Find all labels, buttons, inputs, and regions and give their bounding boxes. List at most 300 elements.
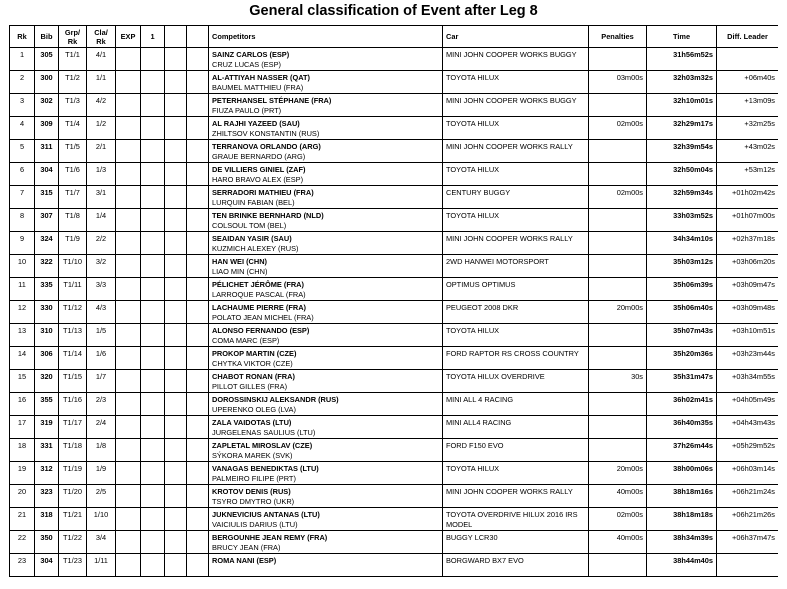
blank-cell-1 [165,71,187,94]
rank-cell: 4 [10,117,35,140]
leg1-cell [141,370,165,393]
table-row [10,554,779,577]
table-row [10,48,779,71]
penalties-cell: 03m00s [589,71,647,94]
time-cell: 38h34m39s [647,531,717,554]
header-rk: Rk [10,26,35,48]
exp-cell [116,324,141,347]
car-cell: BORGWARD BX7 EVO [443,554,589,577]
rank-cell: 23 [10,554,35,577]
rank-cell: 15 [10,370,35,393]
bib-cell: 322 [35,255,59,278]
rank-cell: 19 [10,462,35,485]
table-row [10,531,779,554]
diff-leader-cell: +03h23m44s [717,347,779,370]
codriver-name: LIAO MIN (CHN) [212,267,268,276]
leg1-cell [141,94,165,117]
car-cell: TOYOTA OVERDRIVE HILUX 2016 IRS MODEL [443,508,589,531]
table-row [10,508,779,531]
driver-name: DE VILLIERS GINIEL (ZAF) [212,165,306,174]
time-cell: 32h59m34s [647,186,717,209]
time-cell: 35h03m12s [647,255,717,278]
car-cell: MINI JOHN COOPER WORKS RALLY [443,485,589,508]
driver-name: KROTOV DENIS (RUS) [212,487,291,496]
bib-cell: 331 [35,439,59,462]
blank-cell-1 [165,462,187,485]
leg1-cell [141,278,165,301]
leg1-cell [141,347,165,370]
competitors-cell [209,416,443,439]
blank-cell-1 [165,393,187,416]
blank-cell-1 [165,117,187,140]
blank-cell-2 [187,255,209,278]
codriver-name: LURQUIN FABIAN (BEL) [212,198,295,207]
blank-cell-2 [187,186,209,209]
class-rank-cell: 2/2 [87,232,116,255]
time-cell: 32h10m01s [647,94,717,117]
diff-leader-cell: +02h37m18s [717,232,779,255]
codriver-name: PILLOT GILLES (FRA) [212,382,288,391]
blank-cell-2 [187,232,209,255]
group-rank-cell: T1/4 [59,117,87,140]
penalties-cell: 40m00s [589,485,647,508]
time-cell: 36h40m35s [647,416,717,439]
table-row [10,163,779,186]
blank-cell-2 [187,508,209,531]
exp-cell [116,370,141,393]
leg1-cell [141,71,165,94]
table-row [10,232,779,255]
header-blank-2 [187,26,209,48]
time-cell: 36h02m41s [647,393,717,416]
leg1-cell [141,301,165,324]
penalties-cell [589,140,647,163]
time-cell: 37h26m44s [647,439,717,462]
exp-cell [116,232,141,255]
bib-cell: 307 [35,209,59,232]
car-cell: CENTURY BUGGY [443,186,589,209]
penalties-cell: 02m00s [589,117,647,140]
penalties-cell [589,48,647,71]
exp-cell [116,416,141,439]
leg1-cell [141,117,165,140]
penalties-cell [589,416,647,439]
competitors-cell [209,439,443,462]
diff-leader-cell: +04h05m49s [717,393,779,416]
group-rank-cell: T1/22 [59,531,87,554]
car-cell: MINI JOHN COOPER WORKS BUGGY [443,48,589,71]
exp-cell [116,209,141,232]
driver-name: SAINZ CARLOS (ESP) [212,50,290,59]
blank-cell-2 [187,48,209,71]
blank-cell-2 [187,531,209,554]
competitors-cell [209,209,443,232]
table-row [10,117,779,140]
group-rank-cell: T1/1 [59,48,87,71]
codriver-name: HARO BRAVO ALEX (ESP) [212,175,304,184]
blank-cell-1 [165,209,187,232]
competitors-cell [209,393,443,416]
class-rank-cell: 4/1 [87,48,116,71]
diff-leader-cell: +03h34m55s [717,370,779,393]
rank-cell: 11 [10,278,35,301]
table-row [10,301,779,324]
blank-cell-1 [165,531,187,554]
blank-cell-2 [187,71,209,94]
blank-cell-1 [165,48,187,71]
competitors-cell [209,485,443,508]
competitors-cell [209,301,443,324]
competitors-cell [209,232,443,255]
bib-cell: 319 [35,416,59,439]
rank-cell: 2 [10,71,35,94]
leg1-cell [141,186,165,209]
car-cell: TOYOTA HILUX [443,117,589,140]
class-rank-cell: 1/1 [87,71,116,94]
competitors-cell [209,347,443,370]
class-rank-cell: 2/1 [87,140,116,163]
rank-cell: 7 [10,186,35,209]
car-cell: MINI JOHN COOPER WORKS RALLY [443,232,589,255]
bib-cell: 320 [35,370,59,393]
rank-cell: 16 [10,393,35,416]
blank-cell-1 [165,140,187,163]
class-rank-cell: 4/3 [87,301,116,324]
blank-cell-1 [165,439,187,462]
group-rank-cell: T1/19 [59,462,87,485]
diff-leader-cell: +06m40s [717,71,779,94]
blank-cell-1 [165,94,187,117]
driver-name: CHABOT RONAN (FRA) [212,372,295,381]
diff-leader-cell: +13m09s [717,94,779,117]
driver-name: PROKOP MARTIN (CZE) [212,349,297,358]
codriver-name: COLSOUL TOM (BEL) [212,221,287,230]
bib-cell: 311 [35,140,59,163]
bib-cell: 355 [35,393,59,416]
driver-name: SERRADORI MATHIEU (FRA) [212,188,314,197]
diff-leader-cell: +06h21m26s [717,508,779,531]
car-cell: PEUGEOT 2008 DKR [443,301,589,324]
diff-leader-cell [717,48,779,71]
bib-cell: 310 [35,324,59,347]
leg1-cell [141,232,165,255]
group-rank-cell: T1/23 [59,554,87,577]
class-rank-cell: 1/2 [87,117,116,140]
class-rank-cell: 2/3 [87,393,116,416]
table-row [10,324,779,347]
competitors-cell [209,462,443,485]
codriver-name: GRAUE BERNARDO (ARG) [212,152,306,161]
car-cell: MINI ALL 4 RACING [443,393,589,416]
header-grp: Grp/ Rk [59,26,87,48]
diff-leader-cell: +53m12s [717,163,779,186]
blank-cell-2 [187,439,209,462]
blank-cell-1 [165,554,187,577]
diff-leader-cell: +03h06m20s [717,255,779,278]
class-rank-cell: 3/2 [87,255,116,278]
bib-cell: 312 [35,462,59,485]
diff-leader-cell: +06h37m47s [717,531,779,554]
leg1-cell [141,48,165,71]
blank-cell-2 [187,416,209,439]
class-rank-cell: 1/8 [87,439,116,462]
blank-cell-1 [165,508,187,531]
group-rank-cell: T1/3 [59,94,87,117]
group-rank-cell: T1/15 [59,370,87,393]
penalties-cell [589,209,647,232]
diff-leader-cell: +05h29m52s [717,439,779,462]
header-penalties: Penalties [589,26,647,48]
driver-name: ZALA VAIDOTAS (LTU) [212,418,292,427]
competitors-cell [209,48,443,71]
class-rank-cell: 4/2 [87,94,116,117]
exp-cell [116,554,141,577]
driver-name: PETERHANSEL STÉPHANE (FRA) [212,96,332,105]
codriver-name: VAICIULIS DARIUS (LTU) [212,520,298,529]
driver-name: ALONSO FERNANDO (ESP) [212,326,310,335]
penalties-cell [589,94,647,117]
driver-name: TEN BRINKE BERNHARD (NLD) [212,211,324,220]
time-cell: 35h20m36s [647,347,717,370]
table-row [10,416,779,439]
driver-name: PÉLICHET JÉRÔME (FRA) [212,280,304,289]
rank-cell: 5 [10,140,35,163]
group-rank-cell: T1/21 [59,508,87,531]
header-bib: Bib [35,26,59,48]
driver-name: BERGOUNHE JEAN REMY (FRA) [212,533,328,542]
rank-cell: 17 [10,416,35,439]
blank-cell-2 [187,324,209,347]
group-rank-cell: T1/16 [59,393,87,416]
rank-cell: 6 [10,163,35,186]
blank-cell-2 [187,485,209,508]
codriver-name: POLATO JEAN MICHEL (FRA) [212,313,314,322]
blank-cell-2 [187,163,209,186]
codriver-name: UPERENKO OLEG (LVA) [212,405,296,414]
time-cell: 31h56m52s [647,48,717,71]
exp-cell [116,255,141,278]
time-cell: 35h06m40s [647,301,717,324]
car-cell: TOYOTA HILUX [443,163,589,186]
penalties-cell [589,324,647,347]
group-rank-cell: T1/11 [59,278,87,301]
table-row [10,186,779,209]
codriver-name: TSYRO DMYTRO (UKR) [212,497,295,506]
competitors-cell [209,370,443,393]
header-exp: EXP [116,26,141,48]
car-cell: MINI ALL4 RACING [443,416,589,439]
leg1-cell [141,462,165,485]
codriver-name: SÝKORA MAREK (SVK) [212,451,293,460]
diff-leader-cell: +03h09m47s [717,278,779,301]
blank-cell-2 [187,462,209,485]
classification-table [9,25,778,577]
competitors-cell [209,186,443,209]
penalties-cell: 40m00s [589,531,647,554]
codriver-name: COMA MARC (ESP) [212,336,280,345]
class-rank-cell: 1/3 [87,163,116,186]
time-cell: 34h34m10s [647,232,717,255]
rank-cell: 20 [10,485,35,508]
exp-cell [116,163,141,186]
time-cell: 35h07m43s [647,324,717,347]
blank-cell-1 [165,163,187,186]
header-competitors: Competitors [209,26,443,48]
rank-cell: 13 [10,324,35,347]
time-cell: 35h06m39s [647,278,717,301]
group-rank-cell: T1/9 [59,232,87,255]
table-row [10,393,779,416]
leg1-cell [141,508,165,531]
table-body [10,48,779,577]
car-cell: TOYOTA HILUX [443,71,589,94]
class-rank-cell: 1/5 [87,324,116,347]
penalties-cell [589,163,647,186]
header-time: Time [647,26,717,48]
driver-name: ZAPLETAL MIROSLAV (CZE) [212,441,313,450]
group-rank-cell: T1/12 [59,301,87,324]
group-rank-cell: T1/7 [59,186,87,209]
blank-cell-1 [165,301,187,324]
penalties-cell: 20m00s [589,462,647,485]
car-cell: OPTIMUS OPTIMUS [443,278,589,301]
driver-name: DOROSSINSKIJ ALEKSANDR (RUS) [212,395,339,404]
blank-cell-1 [165,485,187,508]
driver-name: AL RAJHI YAZEED (SAU) [212,119,300,128]
codriver-name: KUZMICH ALEXEY (RUS) [212,244,299,253]
codriver-name: BAUMEL MATTHIEU (FRA) [212,83,304,92]
page-title: General classification of Event after Leg 8 [249,3,538,19]
competitors-cell [209,554,443,577]
class-rank-cell: 1/9 [87,462,116,485]
table-row [10,462,779,485]
table-row [10,347,779,370]
car-cell: MINI JOHN COOPER WORKS BUGGY [443,94,589,117]
competitors-cell [209,163,443,186]
group-rank-cell: T1/20 [59,485,87,508]
driver-name: ROMA NANI (ESP) [212,556,277,565]
bib-cell: 300 [35,71,59,94]
bib-cell: 318 [35,508,59,531]
class-rank-cell: 3/3 [87,278,116,301]
penalties-cell [589,347,647,370]
table-row [10,278,779,301]
car-cell: FORD F150 EVO [443,439,589,462]
penalties-cell: 02m00s [589,186,647,209]
time-cell: 38h18m18s [647,508,717,531]
exp-cell [116,347,141,370]
codriver-name: PALMEIRO FILIPE (PRT) [212,474,296,483]
exp-cell [116,439,141,462]
penalties-cell: 02m00s [589,508,647,531]
driver-name: TERRANOVA ORLANDO (ARG) [212,142,321,151]
group-rank-cell: T1/14 [59,347,87,370]
blank-cell-2 [187,301,209,324]
codriver-name: ZHILTSOV KONSTANTIN (RUS) [212,129,320,138]
exp-cell [116,531,141,554]
rank-cell: 3 [10,94,35,117]
car-cell: MINI JOHN COOPER WORKS RALLY [443,140,589,163]
exp-cell [116,278,141,301]
driver-name: VANAGAS BENEDIKTAS (LTU) [212,464,319,473]
bib-cell: 309 [35,117,59,140]
bib-cell: 306 [35,347,59,370]
competitors-cell [209,508,443,531]
rank-cell: 22 [10,531,35,554]
bib-cell: 315 [35,186,59,209]
car-cell: 2WD HANWEI MOTORSPORT [443,255,589,278]
exp-cell [116,71,141,94]
blank-cell-1 [165,255,187,278]
exp-cell [116,508,141,531]
codriver-name: FIUZA PAULO (PRT) [212,106,282,115]
blank-cell-1 [165,347,187,370]
diff-leader-cell [717,554,779,577]
exp-cell [116,117,141,140]
blank-cell-2 [187,140,209,163]
leg1-cell [141,140,165,163]
driver-name: SEAIDAN YASIR (SAU) [212,234,292,243]
rank-cell: 1 [10,48,35,71]
penalties-cell [589,439,647,462]
rank-cell: 21 [10,508,35,531]
competitors-cell [209,117,443,140]
car-cell: TOYOTA HILUX [443,209,589,232]
car-cell: TOYOTA HILUX [443,324,589,347]
rank-cell: 18 [10,439,35,462]
blank-cell-2 [187,370,209,393]
diff-leader-cell: +32m25s [717,117,779,140]
bib-cell: 305 [35,48,59,71]
table-row [10,140,779,163]
bib-cell: 330 [35,301,59,324]
codriver-name: BRUCY JEAN (FRA) [212,543,281,552]
exp-cell [116,140,141,163]
time-cell: 32h29m17s [647,117,717,140]
group-rank-cell: T1/10 [59,255,87,278]
driver-name: AL-ATTIYAH NASSER (QAT) [212,73,310,82]
bib-cell: 302 [35,94,59,117]
table-row [10,209,779,232]
blank-cell-2 [187,94,209,117]
header-one: 1 [141,26,165,48]
blank-cell-1 [165,186,187,209]
blank-cell-1 [165,278,187,301]
codriver-name: JURGELENAS SAULIUS (LTU) [212,428,316,437]
exp-cell [116,462,141,485]
blank-cell-2 [187,209,209,232]
group-rank-cell: T1/13 [59,324,87,347]
classification-table-container [9,25,778,589]
rank-cell: 10 [10,255,35,278]
table-row [10,370,779,393]
class-rank-cell: 1/6 [87,347,116,370]
bib-cell: 350 [35,531,59,554]
class-rank-cell: 1/7 [87,370,116,393]
leg1-cell [141,439,165,462]
exp-cell [116,186,141,209]
header-diff-leader: Diff. Leader [717,26,779,48]
time-cell: 32h50m04s [647,163,717,186]
penalties-cell [589,554,647,577]
group-rank-cell: T1/6 [59,163,87,186]
car-cell: TOYOTA HILUX [443,462,589,485]
blank-cell-2 [187,278,209,301]
leg1-cell [141,163,165,186]
bib-cell: 304 [35,163,59,186]
class-rank-cell: 2/4 [87,416,116,439]
rank-cell: 12 [10,301,35,324]
